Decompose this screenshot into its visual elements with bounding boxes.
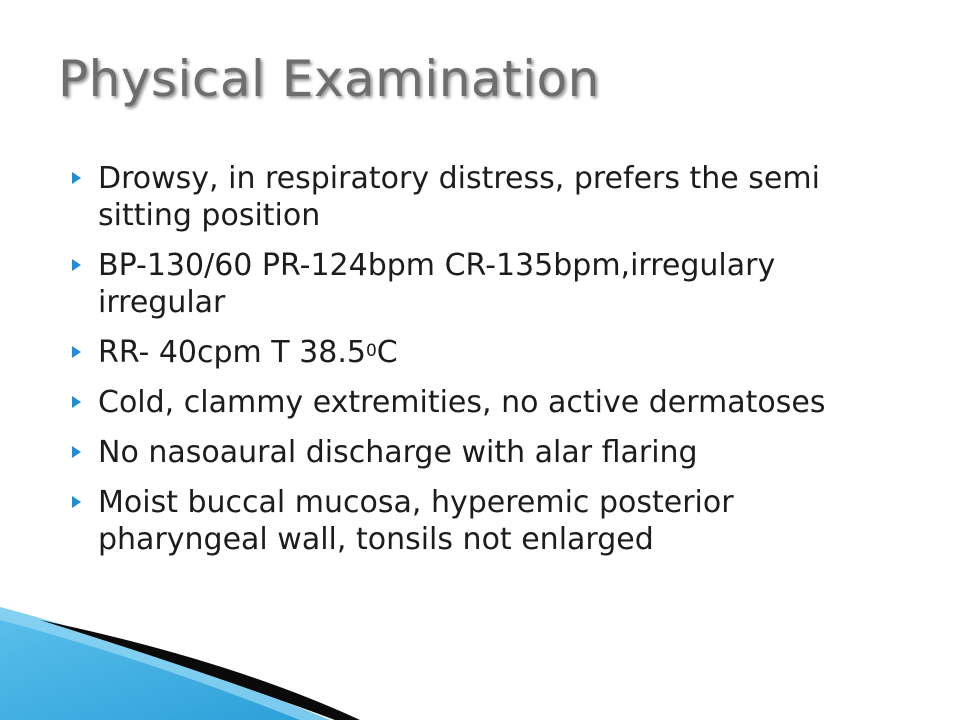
bullet-list <box>70 160 870 571</box>
bullet-item-oral <box>70 484 870 558</box>
bullet-item-nasoaural <box>70 434 870 471</box>
bullet-text: No nasoaural discharge with alar flaring <box>98 435 698 470</box>
right-triangle-bullet-icon <box>72 496 81 508</box>
bullet-text: Cold, clammy extremities, no active dermatoses <box>98 385 826 420</box>
bullet-item-extremities <box>70 384 870 421</box>
bullet-item-vitals <box>70 247 870 321</box>
bullet-text-unit: C <box>376 335 398 370</box>
superscript-degree: 0 <box>365 341 377 361</box>
bullet-item-general <box>70 160 870 234</box>
right-triangle-bullet-icon <box>72 172 81 184</box>
right-triangle-bullet-icon <box>72 259 81 271</box>
bullet-text: Drowsy, in respiratory distress, prefers the semi sitting position <box>98 161 820 233</box>
right-triangle-bullet-icon <box>72 396 81 408</box>
bullet-text: BP-130/60 PR-124bpm CR-135bpm,irregulary irregular <box>98 248 776 320</box>
right-triangle-bullet-icon <box>72 446 81 458</box>
slide-title: Physical Examination <box>58 50 600 108</box>
bullet-item-respiratory-rate <box>70 334 870 371</box>
bullet-text: RR- 40cpm T 38.5 <box>98 335 366 370</box>
bullet-text: Moist buccal mucosa, hyperemic posterior pharyngeal wall, tonsils not enlarged <box>98 485 734 557</box>
right-triangle-bullet-icon <box>72 346 81 358</box>
